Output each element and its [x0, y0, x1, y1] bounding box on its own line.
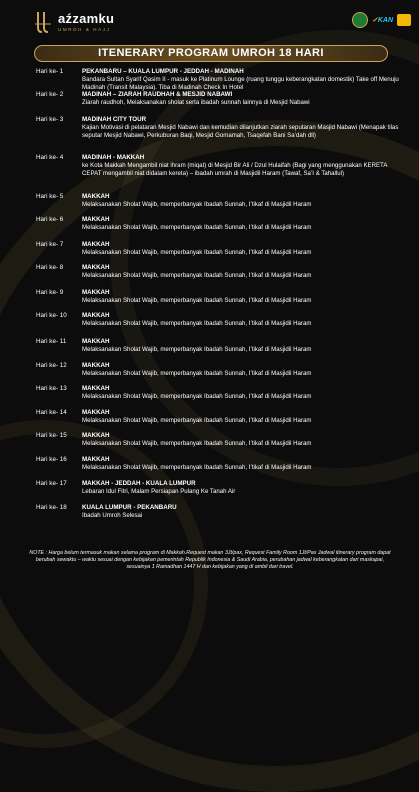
day-content: [82, 312, 402, 328]
day-content: [82, 91, 402, 107]
day-title: MAKKAH: [82, 409, 110, 416]
day-label: Hari ke- 5: [36, 193, 64, 200]
day-description: Bandara Sultan Syarif Qasim II - masuk ke Platinum Lounge (ruang tunggu keberangkatan domestik) Take off Menuju Madinah (Transit Malaysia). Tiba di Madinah Check In Hotel: [82, 76, 399, 91]
day-label: Hari ke- 6: [36, 216, 64, 223]
day-content: [82, 68, 402, 92]
day-description: Kajian Motivasi di pelataran Mesjid Nabawi dan kemudian dilanjutkan ziarah seputaran Masjid Nabawi (Menapak tilas seputar Mesjid Nabawi, Perkuburan Baqi, Mesjid Gomamah, Tsaqefah Bani Sa’dah dll): [82, 124, 399, 139]
day-title: MAKKAH: [82, 216, 110, 223]
day-description: Melaksanakan Sholat Wajib, memperbanyak Ibadah Sunnah, I’tikaf di Masjidil Haram: [82, 464, 312, 471]
day-description: Lebaran Idul Fitri, Malam Persiapan Pulang Ke Tanah Air: [82, 488, 236, 495]
day-label: Hari ke- 15: [36, 432, 67, 439]
brand-mark-icon: [34, 10, 52, 34]
day-label: Hari ke- 12: [36, 362, 67, 369]
brand-tagline: UMROH & HAJJ: [58, 27, 111, 32]
day-description: Melaksanakan Sholat Wajib, memperbanyak Ibadah Sunnah, I’tikaf di Masjidil Haram: [82, 440, 312, 447]
day-label: Hari ke- 3: [36, 116, 64, 123]
day-title: PEKANBARU – KUALA LUMPUR - JEDDAH - MADINAH: [82, 68, 244, 75]
day-description: Ibadah Umroh Selesai: [82, 512, 143, 519]
day-content: [82, 116, 402, 140]
day-label: Hari ke- 11: [36, 338, 67, 345]
day-title: MAKKAH: [82, 456, 110, 463]
day-description: Melaksanakan Sholat Wajib, memperbanyak Ibadah Sunnah, I’tikaf di Masjidil Haram: [82, 224, 312, 231]
day-title: MAKKAH: [82, 241, 110, 248]
day-description: Melaksanakan Sholat Wajib, memperbanyak Ibadah Sunnah, I’tikaf di Masjidil Haram: [82, 417, 312, 424]
day-description: Melaksanakan Sholat Wajib, memperbanyak Ibadah Sunnah, I’tikaf di Masjidil Haram: [82, 320, 312, 327]
day-content: [82, 241, 402, 257]
page-title: ITENERARY PROGRAM UMROH 18 HARI: [34, 45, 388, 62]
day-label: Hari ke- 2: [36, 91, 64, 98]
day-content: [82, 154, 402, 178]
brand-logo: [34, 10, 114, 34]
day-title: MAKKAH: [82, 193, 110, 200]
partner-logos: [352, 12, 411, 28]
day-content: [82, 480, 402, 496]
kan-logo: ✓KAN: [371, 17, 393, 24]
day-content: [82, 338, 402, 354]
day-content: [82, 362, 402, 378]
day-content: [82, 456, 402, 472]
day-label: Hari ke- 16: [36, 456, 67, 463]
day-label: Hari ke- 14: [36, 409, 67, 416]
day-title: MAKKAH: [82, 432, 110, 439]
day-content: [82, 289, 402, 305]
day-title: MAKKAH: [82, 385, 110, 392]
day-description: Ziarah raudhoh, Melaksanakan sholat serta ibadah sunnah lainnya di Mesjid Nabawi: [82, 99, 310, 106]
ministry-logo-icon: [352, 12, 368, 28]
day-title: KUALA LUMPUR - PEKANBARU: [82, 504, 177, 511]
day-label: Hari ke- 10: [36, 312, 67, 319]
day-content: [82, 504, 402, 520]
day-title: MAKKAH: [82, 312, 110, 319]
day-label: Hari ke- 4: [36, 154, 64, 161]
day-description: Melaksanakan Sholat Wajib, memperbanyak Ibadah Sunnah, I’tikaf di Masjidil Haram: [82, 346, 312, 353]
header: [0, 0, 419, 40]
day-label: Hari ke- 18: [36, 504, 67, 511]
day-label: Hari ke- 9: [36, 289, 64, 296]
day-content: [82, 409, 402, 425]
day-title: MAKKAH: [82, 264, 110, 271]
day-label: Hari ke- 17: [36, 480, 67, 487]
day-label: Hari ke- 8: [36, 264, 64, 271]
day-title: MAKKAH - JEDDAH - KUALA LUMPUR: [82, 480, 196, 487]
day-content: [82, 432, 402, 448]
day-label: Hari ke- 13: [36, 385, 67, 392]
day-description: Melaksanakan Sholat Wajib, memperbanyak Ibadah Sunnah, I’tikaf di Masjidil Haram: [82, 393, 312, 400]
footer-note: NOTE : Harga belum termasuk makan selama program di Makkah.Request makan 3Jt/pax, Request Family Room 1Jt/Pax Jadwal itinerary program dapat berubah sewaktu – waktu sesuai dengan kebijakan pemerintah Republik Indonesia & Saudi Arabia, perubahan jadwal keberangkatan dari maskapai, sesuainya 1 Ramadhan 1447 H dan kebijakan yang di ambil dari travel.: [29, 550, 391, 570]
kan-label: KAN: [377, 17, 393, 24]
day-description: Melaksanakan Sholat Wajib, memperbanyak Ibadah Sunnah, I’tikaf di Masjidil Haram: [82, 297, 312, 304]
day-title: MAKKAH: [82, 362, 110, 369]
day-title: MAKKAH: [82, 289, 110, 296]
day-description: Melaksanakan Sholat Wajib, memperbanyak Ibadah Sunnah, I’tikaf di Masjidil Haram: [82, 201, 312, 208]
day-title: MADINAH - MAKKAH: [82, 154, 145, 161]
day-label: Hari ke- 1: [36, 68, 64, 75]
day-content: [82, 193, 402, 209]
day-description: Melaksanakan Sholat Wajib, memperbanyak Ibadah Sunnah, I’tikaf di Masjidil Haram: [82, 370, 312, 377]
brand-name: aźzamku: [58, 11, 115, 26]
day-title: MADINAH CITY TOUR: [82, 116, 147, 123]
day-content: [82, 264, 402, 280]
day-label: Hari ke- 7: [36, 241, 64, 248]
day-title: MAKKAH: [82, 338, 110, 345]
certification-logo-icon: [397, 14, 411, 26]
day-description: ke Kota Makkah Mengambil niat ihram (miqat) di Mesjid Bir Ali / Dzul Hulaifah (Bagi yang menggunakan KERETA CEPAT mengambil niat didalam kereta) – ibadah umrah di Masjidil Haram (Tawaf, Sa’I & Tahallul): [82, 162, 388, 177]
day-description: Melaksanakan Sholat Wajib, memperbanyak Ibadah Sunnah, I’tikaf di Masjidil Haram: [82, 249, 312, 256]
day-content: [82, 385, 402, 401]
day-description: Melaksanakan Sholat Wajib, memperbanyak Ibadah Sunnah, I’tikaf di Masjidil Haram: [82, 272, 312, 279]
day-title: MADINAH – ZIARAH RAUDHAH & MESJID NABAWI: [82, 91, 233, 98]
day-content: [82, 216, 402, 232]
